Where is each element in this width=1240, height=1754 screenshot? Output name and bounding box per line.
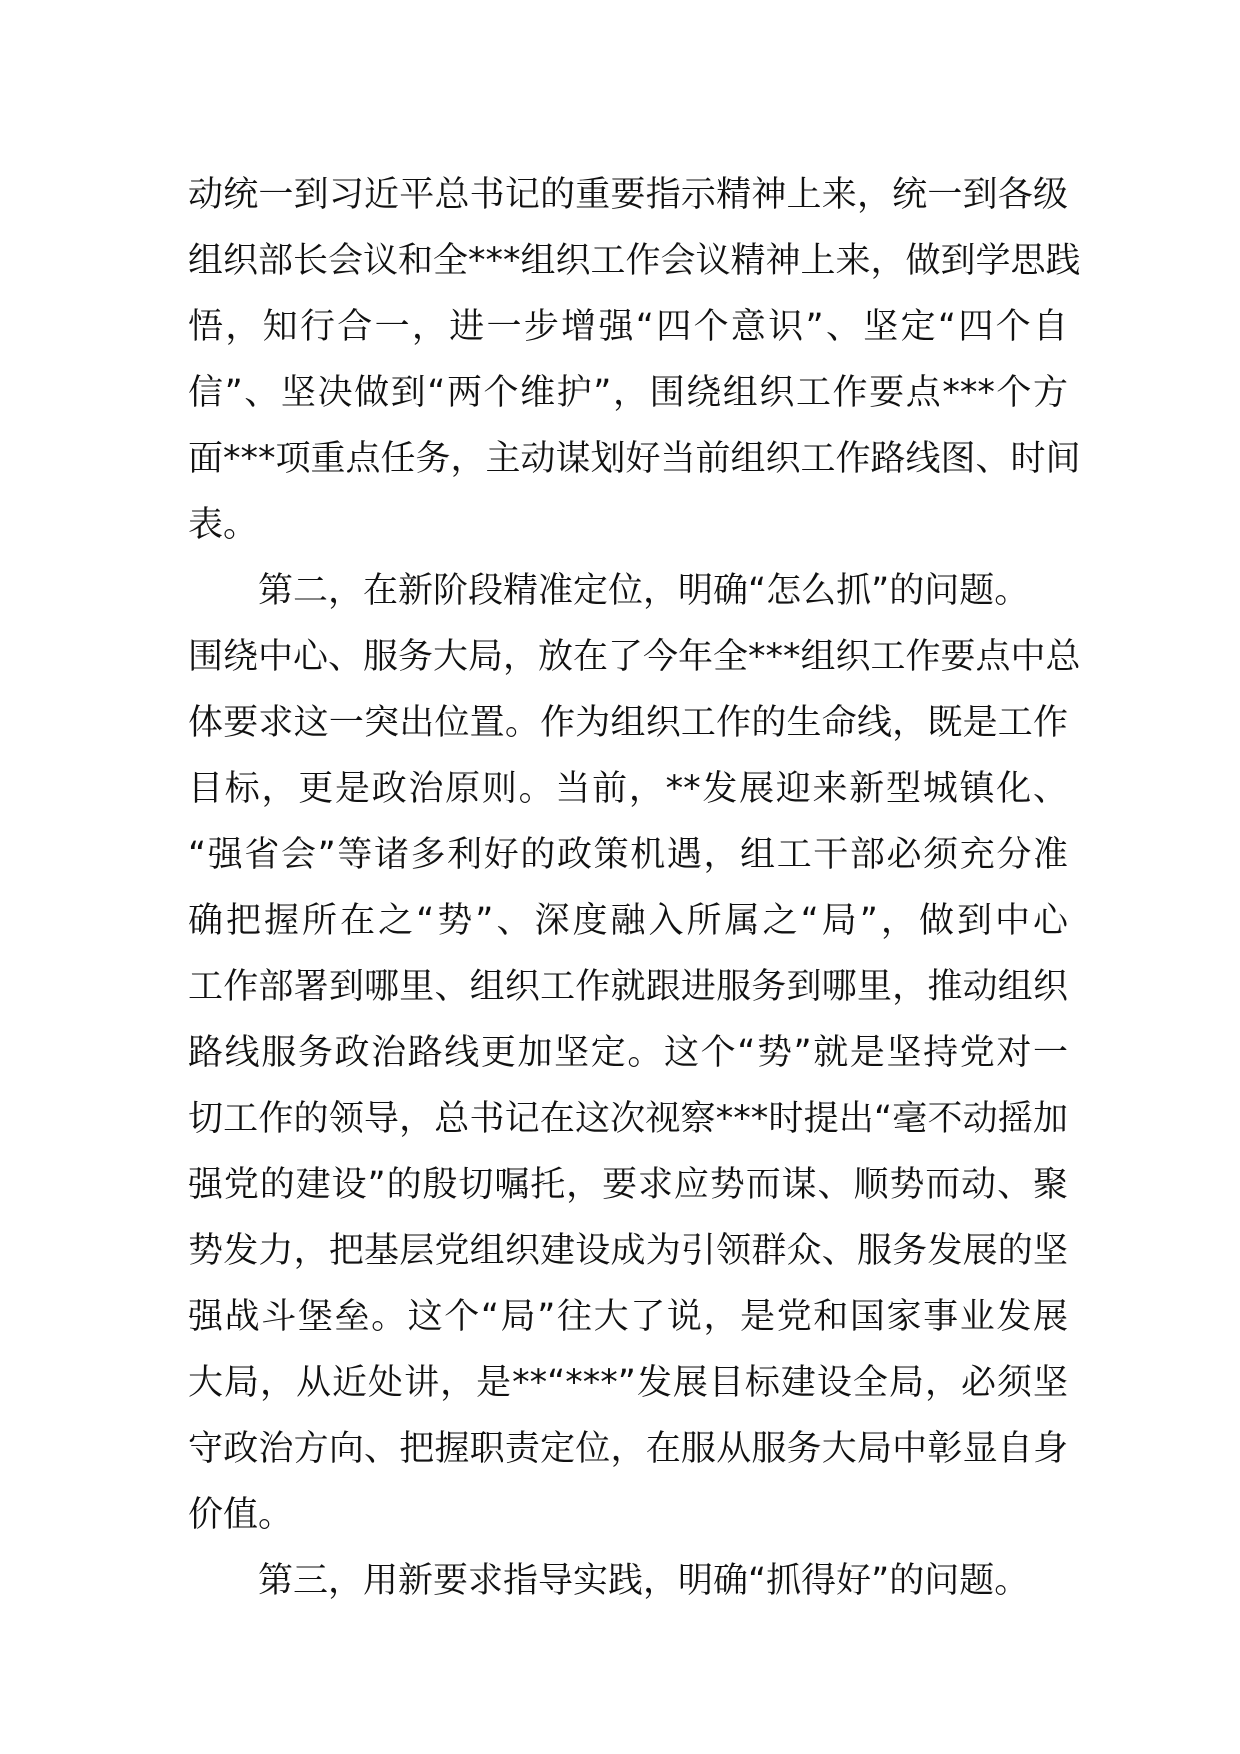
- text-line: 组织部长会议和全***组织工作会议精神上来，做到学思践: [188, 241, 1081, 281]
- text-line: 守政治方向、把握职责定位，在服从服务大局中彰显自身: [188, 1429, 1068, 1469]
- text-line: 目标，更是政治原则。当前，**发展迎来新型城镇化、: [188, 769, 1068, 809]
- text-line: 确把握所在之“势”、深度融入所属之“局”，做到中心: [188, 901, 1068, 941]
- text-line: 势发力，把基层党组织建设成为引领群众、服务发展的坚: [188, 1231, 1068, 1271]
- text-line: 切工作的领导，总书记在这次视察***时提出“毫不动摇加: [188, 1099, 1068, 1139]
- text-line: 大局，从近处讲，是**“***”发展目标建设全局，必须坚: [188, 1363, 1068, 1403]
- text-line: 价值。: [188, 1495, 294, 1535]
- text-line: 强战斗堡垒。这个“局”往大了说，是党和国家事业发展: [188, 1297, 1068, 1337]
- body-text: [188, 162, 1081, 1614]
- text-line: 第三，用新要求指导实践，明确“抓得好”的问题。: [258, 1561, 1030, 1601]
- text-line: 工作部署到哪里、组织工作就跟进服务到哪里，推动组织: [188, 967, 1068, 1007]
- text-line: 围绕中心、服务大局，放在了今年全***组织工作要点中总: [188, 637, 1081, 677]
- text-line: 体要求这一突出位置。作为组织工作的生命线，既是工作: [188, 703, 1068, 743]
- text-line: 强党的建设”的殷切嘱托，要求应势而谋、顺势而动、聚: [188, 1165, 1068, 1205]
- text-line: 面***项重点任务，主动谋划好当前组织工作路线图、时间: [188, 439, 1081, 479]
- text-line: 路线服务政治路线更加坚定。这个“势”就是坚持党对一: [188, 1033, 1068, 1073]
- text-line: 表。: [188, 505, 259, 545]
- text-line: 信”、坚决做到“两个维护”，围绕组织工作要点***个方: [188, 373, 1068, 413]
- text-line: “强省会”等诸多利好的政策机遇，组工干部必须充分准: [188, 835, 1068, 875]
- text-line: 动统一到习近平总书记的重要指示精神上来，统一到各级: [188, 175, 1068, 215]
- text-line: 悟，知行合一，进一步增强“四个意识”、坚定“四个自: [188, 307, 1068, 347]
- text-line: 第二，在新阶段精准定位，明确“怎么抓”的问题。: [258, 571, 1030, 611]
